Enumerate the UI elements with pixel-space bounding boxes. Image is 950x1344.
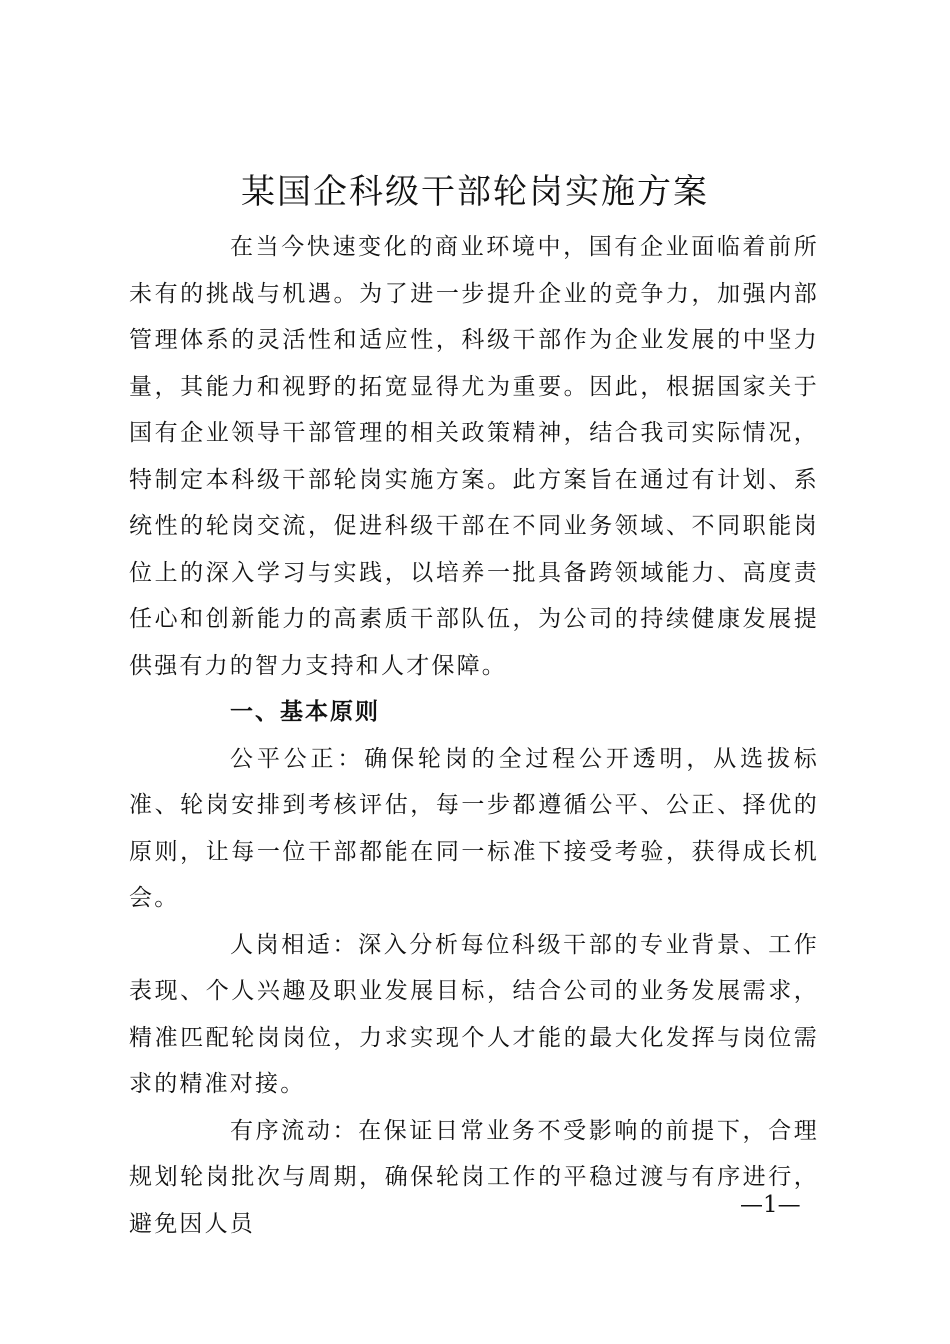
section-heading-basic-principles: 一、基本原则 bbox=[230, 699, 380, 725]
page-number: —1— bbox=[740, 1192, 801, 1218]
document-title: 某国企科级干部轮岗实施方案 bbox=[241, 172, 709, 212]
principle-paragraph-orderly-flow: 有序流动：在保证日常业务不受影响的前提下，合理规划轮岗批次与周期，确保轮岗工作的平稳过渡与有序进行，避免因人员 bbox=[129, 1117, 819, 1237]
intro-paragraph: 在当今快速变化的商业环境中，国有企业面临着前所未有的挑战与机遇。为了进一步提升企业的竞争力，加强内部管理体系的灵活性和适应性，科级干部作为企业发展的中坚力量，其能力和视野的拓宽显得尤为重要。因此，根据国家关于国有企业领导干部管理的相关政策精神，结合我司实际情况，特制定本科级干部轮岗实施方案。此方案旨在通过有计划、系统性的轮岗交流，促进科级干部在不同业务领域、不同职能岗位上的深入学习与实践，以培养一批具备跨领域能力、高度责任心和创新能力的高素质干部队伍，为公司的持续健康发展提供强有力的智力支持和人才保障。 bbox=[129, 234, 819, 679]
principle-paragraph-person-job-fit: 人岗相适：深入分析每位科级干部的专业背景、工作表现、个人兴趣及职业发展目标，结合公司的业务发展需求，精准匹配轮岗岗位，力求实现个人才能的最大化发挥与岗位需求的精准对接。 bbox=[129, 931, 819, 1097]
document-body bbox=[129, 224, 819, 1247]
principle-paragraph-fairness: 公平公正：确保轮岗的全过程公开透明，从选拔标准、轮岗安排到考核评估，每一步都遵循公平、公正、择优的原则，让每一位干部都能在同一标准下接受考验，获得成长机会。 bbox=[129, 745, 819, 911]
